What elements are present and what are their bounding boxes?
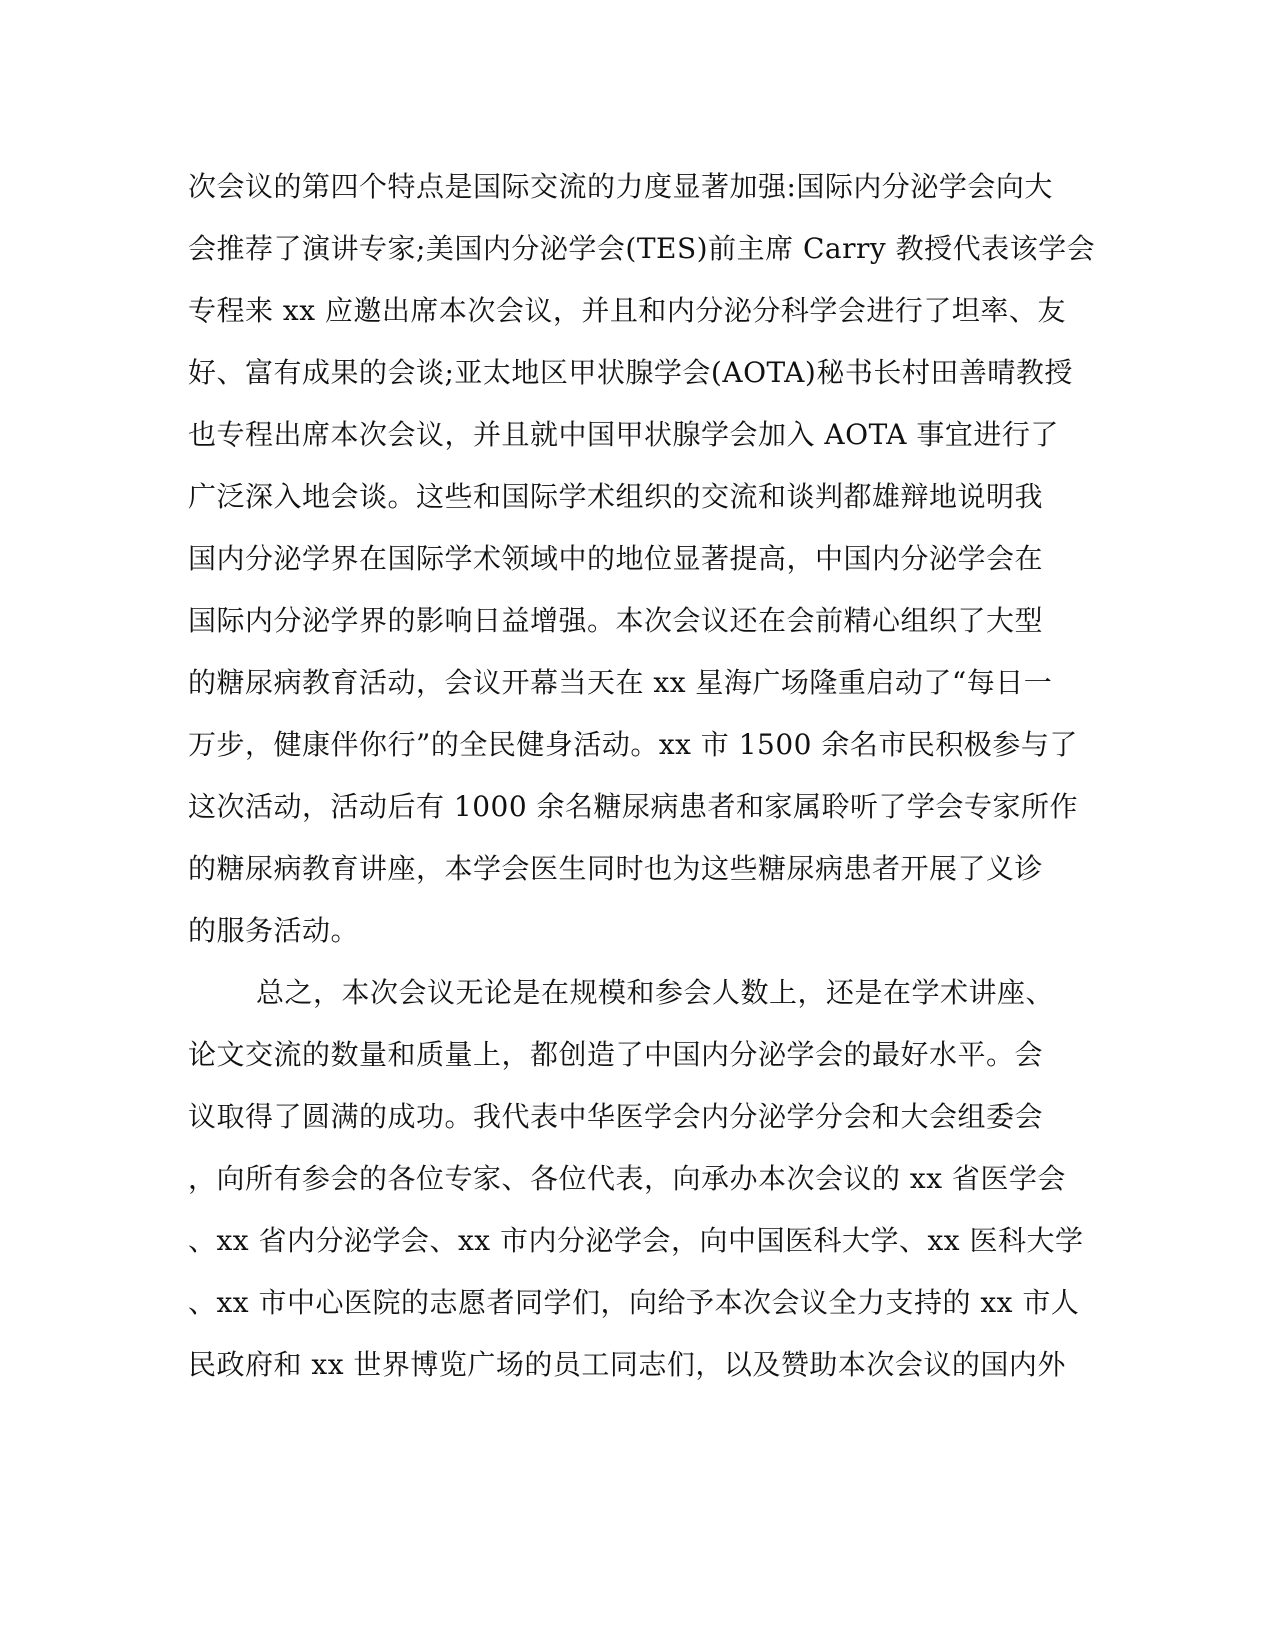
body-text (188, 156, 1096, 1396)
paragraph-1 (188, 156, 1096, 962)
text-line: 民政府和 xx 世界博览广场的员工同志们，以及赞助本次会议的国内外 (188, 1348, 1066, 1381)
text-line: 的糖尿病教育讲座，本学会医生同时也为这些糖尿病患者开展了义诊 (188, 852, 1044, 885)
text-line: 论文交流的数量和质量上，都创造了中国内分泌学会的最好水平。会 (188, 1038, 1044, 1071)
text-line: 会推荐了演讲专家;美国内分泌学会(TES)前主席 Carry 教授代表该学会 (188, 232, 1096, 265)
text-line: 的糖尿病教育活动，会议开幕当天在 xx 星海广场隆重启动了“每日一 (188, 666, 1053, 699)
paragraph-2 (188, 962, 1088, 1396)
text-line: 、xx 市中心医院的志愿者同学们，向给予本次会议全力支持的 xx 市人 (188, 1286, 1080, 1319)
text-line: 次会议的第四个特点是国际交流的力度显著加强:国际内分泌学会向大 (188, 170, 1053, 203)
text-line: 国内分泌学界在国际学术领域中的地位显著提高，中国内分泌学会在 (188, 542, 1044, 575)
text-line: 国际内分泌学界的影响日益增强。本次会议还在会前精心组织了大型 (188, 604, 1044, 637)
text-line: 的服务活动。 (188, 914, 360, 947)
text-line: 好、富有成果的会谈;亚太地区甲状腺学会(AOTA)秘书长村田善晴教授 (188, 356, 1073, 389)
text-line: 万步，健康伴你行”的全民健身活动。xx 市 1500 余名市民积极参与了 (188, 728, 1078, 761)
text-line: 广泛深入地会谈。这些和国际学术组织的交流和谈判都雄辩地说明我 (188, 480, 1044, 513)
text-line: 总之，本次会议无论是在规模和参会人数上，还是在学术讲座、 (256, 976, 1055, 1009)
text-line: ，向所有参会的各位专家、各位代表，向承办本次会议的 xx 省医学会 (188, 1162, 1066, 1195)
text-line: 这次活动，活动后有 1000 余名糖尿病患者和家属聆听了学会专家所作 (188, 790, 1079, 823)
text-line: 专程来 xx 应邀出席本次会议，并且和内分泌分科学会进行了坦率、友 (188, 294, 1066, 327)
text-line: 也专程出席本次会议，并且就中国甲状腺学会加入 AOTA 事宜进行了 (188, 418, 1059, 451)
text-line: 、xx 省内分泌学会、xx 市内分泌学会，向中国医科大学、xx 医科大学 (188, 1224, 1084, 1257)
text-line: 议取得了圆满的成功。我代表中华医学会内分泌学分会和大会组委会 (188, 1100, 1044, 1133)
